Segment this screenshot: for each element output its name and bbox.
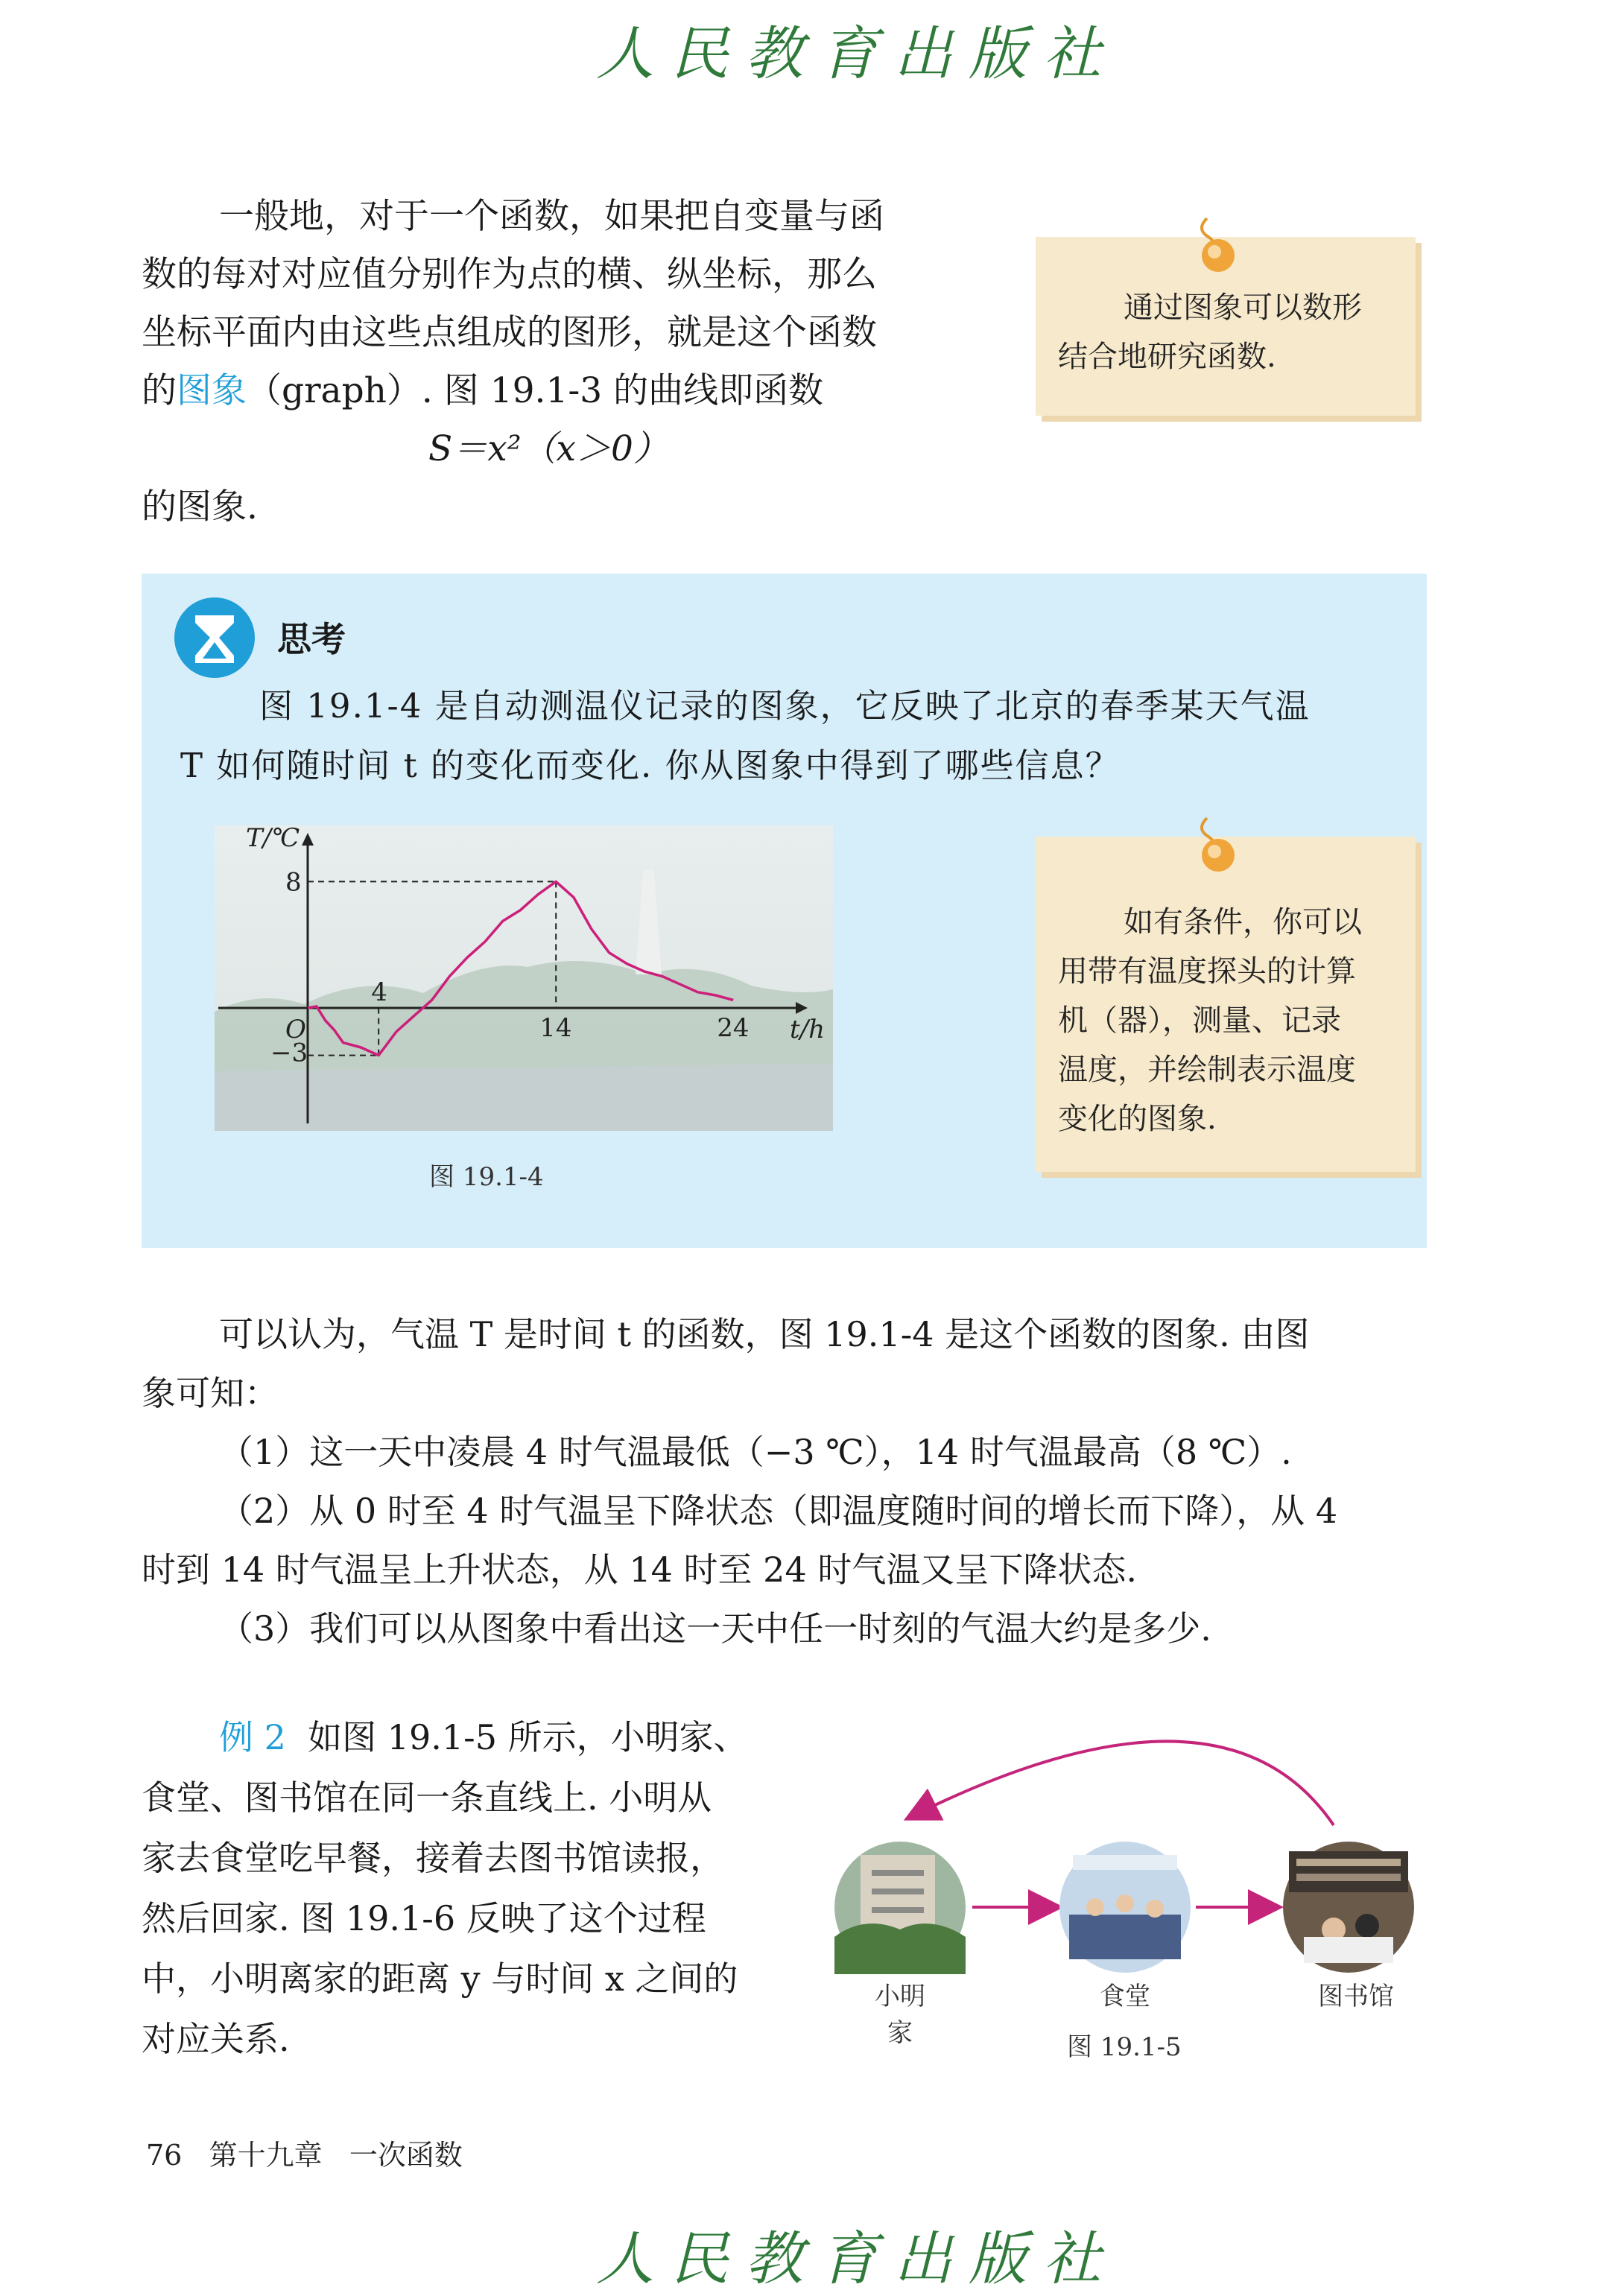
intro-line-4: 的图象（graph）. 图 19.1-3 的曲线即函数	[142, 370, 824, 411]
figure-5-caption: 图 19.1-5	[1067, 2032, 1182, 2062]
page-number: 76	[146, 2139, 183, 2172]
formula: S＝x²（x＞0）	[428, 428, 668, 469]
term-graph: 图象	[177, 370, 247, 411]
body-item-2-line-1: （2）从 0 时至 4 时气温呈下降状态（即温度随时间的增长而下降），从 4	[219, 1491, 1338, 1531]
note2-line-4: 温度，并绘制表示温度	[1058, 1053, 1356, 1087]
think-title: 思考	[277, 619, 346, 659]
x-tick-label: 24	[717, 1013, 750, 1043]
note2-line-5: 变化的图象.	[1058, 1102, 1217, 1136]
intro-line-1: 一般地，对于一个函数，如果把自变量与函	[219, 196, 884, 237]
example-label: 例 2	[219, 1717, 286, 1757]
side-note-2	[1036, 837, 1416, 1172]
note1-line-2: 结合地研究函数.	[1058, 340, 1276, 374]
body-item-3: （3）我们可以从图象中看出这一天中任一时刻的气温大约是多少.	[219, 1608, 1211, 1649]
example-line-3: 家去食堂吃早餐，接着去图书馆读报，	[142, 1838, 724, 1878]
think-icon	[173, 596, 256, 679]
temperature-chart	[215, 825, 833, 1131]
example-line-6: 对应关系.	[142, 2019, 290, 2059]
label-canteen: 食堂	[1100, 1982, 1150, 2011]
publisher-header: 人民教育出版社	[596, 21, 1118, 88]
library-photo	[1283, 1842, 1414, 1973]
y-axis-label: T/℃	[246, 825, 300, 853]
side-note-1	[1036, 237, 1416, 416]
publisher-footer: 人民教育出版社	[596, 2226, 1118, 2293]
note1-line-1: 通过图象可以数形	[1124, 291, 1362, 325]
think-box	[142, 574, 1427, 1248]
body-line-2: 象可知：	[142, 1373, 279, 1413]
x-axis-label: t/h	[790, 1015, 826, 1044]
footer	[146, 2132, 463, 2173]
pin-icon	[1185, 215, 1252, 274]
example-line-4: 然后回家. 图 19.1-6 反映了这个过程	[142, 1898, 706, 1938]
intro-paragraph	[142, 188, 998, 536]
example-line-5: 中，小明离家的距离 y 与时间 x 之间的	[142, 1959, 738, 1999]
label-library: 图书馆	[1318, 1982, 1394, 2011]
intro-line-2: 数的每对对应值分别作为点的横、纵坐标，那么	[142, 254, 877, 295]
figure-5	[820, 1691, 1431, 1997]
intro-line-6: 的图象.	[142, 486, 258, 527]
chapter-title: 一次函数	[349, 2139, 463, 2172]
example-line-2: 食堂、图书馆在同一条直线上. 小明从	[142, 1778, 712, 1818]
x-tick-label: 14	[539, 1013, 572, 1043]
body-paragraph	[142, 1305, 1431, 1658]
think-line-2: T 如何随时间 t 的变化而变化. 你从图象中得到了哪些信息？	[180, 746, 1121, 785]
note2-line-2: 用带有温度探头的计算	[1058, 954, 1356, 989]
body-item-2-line-2: 时到 14 时气温呈上升状态，从 14 时至 24 时气温又呈下降状态.	[142, 1550, 1137, 1590]
body-line-1: 可以认为，气温 T 是时间 t 的函数，图 19.1-4 是这个函数的图象. 由图	[219, 1314, 1310, 1354]
home-photo	[834, 1842, 966, 1974]
intro-line-3: 坐标平面内由这些点组成的图形，就是这个函数	[142, 312, 877, 353]
chapter-label: 第十九章	[209, 2139, 323, 2172]
x-tick-label: 4	[371, 977, 387, 1007]
label-home-text: 小明家	[875, 1982, 925, 2048]
note2-line-1: 如有条件，你可以	[1124, 905, 1362, 939]
example-2	[142, 1707, 797, 2070]
think-line-1: 图 19.1-4 是自动测温仪记录的图象，它反映了北京的春季某天气温	[259, 686, 1311, 726]
return-arrow	[909, 1741, 1334, 1825]
body-item-1: （1）这一天中凌晨 4 时气温最低（−3 ℃），14 时气温最高（8 ℃）.	[219, 1432, 1292, 1472]
y-tick-label: −3	[270, 1038, 308, 1068]
x-tick-label: O	[285, 1015, 306, 1044]
figure-4-caption: 图 19.1-4	[429, 1162, 544, 1192]
example-line-1: 如图 19.1-5 所示，小明家、	[308, 1717, 748, 1757]
pin-icon	[1185, 814, 1252, 874]
note2-line-3: 机（器），测量、记录	[1058, 1003, 1341, 1038]
y-tick-label: 8	[285, 867, 302, 898]
canteen-photo	[1059, 1842, 1191, 1973]
